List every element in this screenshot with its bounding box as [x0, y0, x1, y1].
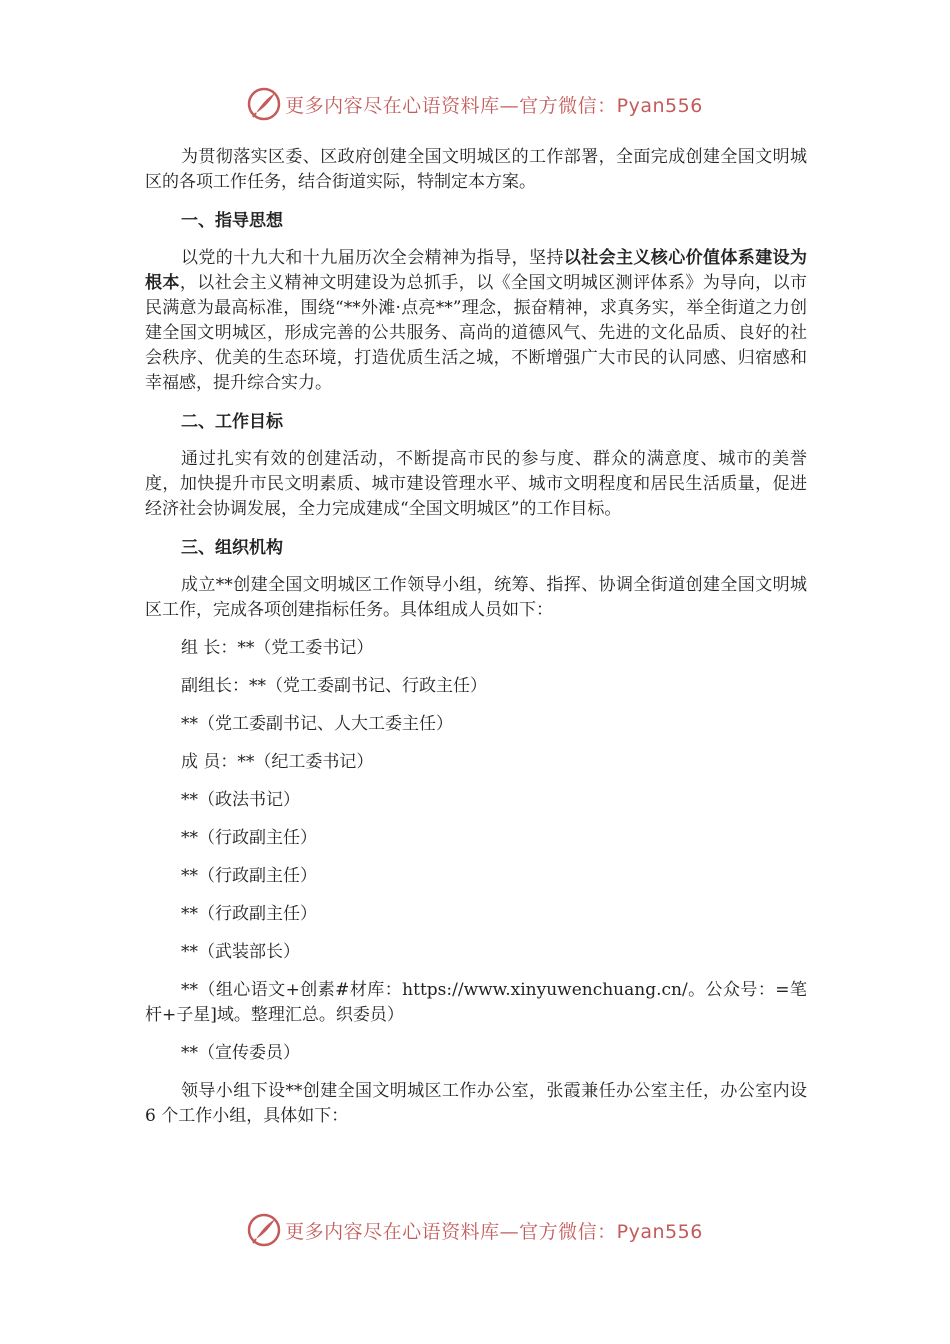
member-line: 成 员：**（纪工委书记）	[181, 752, 374, 772]
quill-logo-icon	[247, 87, 281, 121]
member-line: **（党工委副书记、人大工委主任）	[181, 714, 453, 734]
section-heading-1: 一、指导思想	[181, 211, 283, 231]
member-line: **（武装部长）	[181, 942, 300, 962]
banner-text: 更多内容尽在心语资料库—官方微信：Pyan556	[285, 94, 703, 117]
section-heading-3: 三、组织机构	[181, 538, 283, 558]
member-line: 组 长：**（党工委书记）	[181, 638, 374, 658]
member-line: 副组长：**（党工委副书记、行政主任）	[181, 676, 487, 696]
paragraph-guiding-ideology: 以党的十九大和十九届历次全会精神为指导，坚持以社会主义核心价值体系建设为根本，以社会主义精神文明建设为总抓手，以《全国文明城区测评体系》为导向，以市民满意为最高标准，围绕“**外滩·点亮**”理念，振奋精神，求真务实，举全街道之力创建全国文明城区，形成完善的公共服务、高尚的道德风气、先进的文化品质、良好的社会秩序、优美的生态环境，打造优质生活之城，不断增强广大市民的认同感、归宿感和幸福感，提升综合实力。	[145, 248, 808, 393]
quill-logo-icon	[247, 1213, 281, 1247]
banner-text: 更多内容尽在心语资料库—官方微信：Pyan556	[285, 1220, 703, 1243]
member-line: **（行政副主任）	[181, 866, 317, 886]
member-line: **（行政副主任）	[181, 904, 317, 924]
intro-paragraph: 为贯彻落实区委、区政府创建全国文明城区的工作部署，全面完成创建全国文明城区的各项工作任务，结合街道实际，特制定本方案。	[145, 147, 807, 192]
footer-banner	[0, 1210, 950, 1250]
member-line-with-link: **（组心语文+创素#材库：https://www.xinyuwenchuang.cn/。公众号：=笔杆+子星]域。整理汇总。织委员）	[145, 980, 807, 1025]
paragraph-goals: 通过扎实有效的创建活动，不断提高市民的参与度、群众的满意度、城市的美誉度，加快提升市民文明素质、城市建设管理水平、城市文明程度和居民生活质量，促进经济社会协调发展，全力完成建成“全国文明城区”的工作目标。	[145, 449, 807, 519]
bold-phrase: 以社会主义核心价值体系建设为根本	[145, 248, 808, 293]
resource-url: https://www.xinyuwenchuang.cn/	[402, 980, 688, 1000]
paragraph-office: 领导小组下设**创建全国文明城区工作办公室，张霞兼任办公室主任，办公室内设 6 个工作小组，具体如下：	[145, 1081, 807, 1126]
section-heading-2: 二、工作目标	[181, 412, 283, 432]
document-body	[145, 145, 807, 1129]
member-line: **（行政副主任）	[181, 828, 317, 848]
header-banner	[0, 84, 950, 124]
member-line: **（政法书记）	[181, 790, 300, 810]
paragraph-organization: 成立**创建全国文明城区工作领导小组，统筹、指挥、协调全街道创建全国文明城区工作，完成各项创建指标任务。具体组成人员如下：	[145, 575, 807, 620]
member-line: **（宣传委员）	[181, 1043, 300, 1063]
